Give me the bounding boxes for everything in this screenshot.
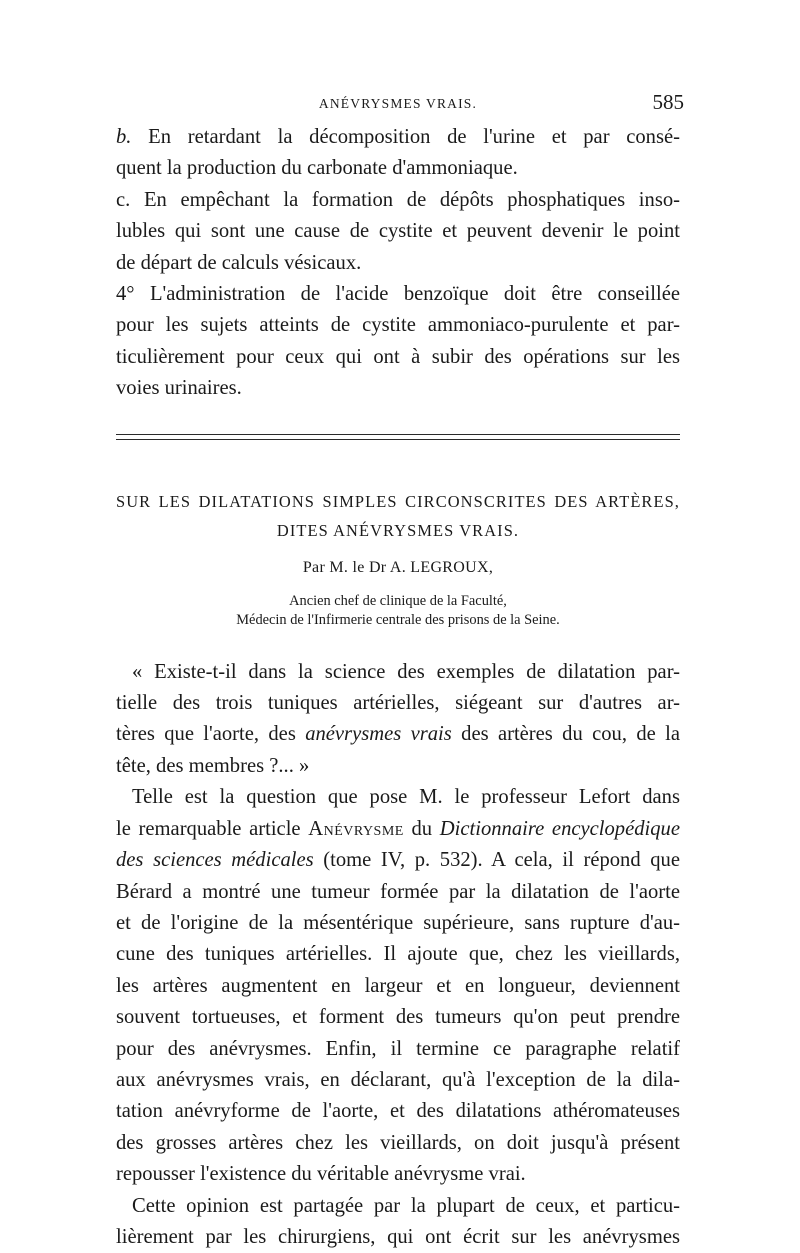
divider-rule bbox=[116, 439, 680, 440]
running-title: ANÉVRYSMES VRAIS. bbox=[318, 96, 478, 111]
italic-text: Dictionnaire encyclopédique bbox=[439, 817, 680, 840]
page-number: 585 bbox=[652, 90, 684, 114]
text-line: aux anévrysmes vrais, en déclarant, qu'à l'exception de la dila- bbox=[116, 1068, 680, 1091]
text-line: tation anévryforme de l'aorte, et des dilatations athéromateuses bbox=[116, 1100, 680, 1123]
text-line: b. En retardant la décomposition de l'urine et par consé- bbox=[116, 126, 680, 148]
page bbox=[116, 90, 684, 1253]
text-line: pour des anévrysmes. Enfin, il termine ce paragraphe relatif bbox=[116, 1037, 680, 1060]
italic-text: anévrysmes vrais bbox=[305, 723, 452, 746]
article-title bbox=[116, 487, 680, 545]
text-line: repousser l'existence du véritable anévrysme vrai. bbox=[116, 1163, 526, 1186]
text-line: voies urinaires. bbox=[116, 377, 242, 400]
text-line: ticulièrement pour ceux qui ont à subir des opérations sur les bbox=[116, 345, 680, 368]
text-line bbox=[116, 845, 680, 876]
text-line: les artères augmentent en largeur et en longueur, deviennent bbox=[116, 974, 680, 997]
text-span: des artères du cou, de la bbox=[451, 723, 680, 746]
text-line: « Existe-t-il dans la science des exemples de dilatation par- bbox=[132, 660, 680, 683]
author-affiliation bbox=[116, 592, 680, 630]
text-span: (tome IV, p. 532). A cela, il répond que bbox=[313, 849, 680, 872]
text-line: lubles qui sont une cause de cystite et peuvent devenir le point bbox=[116, 220, 680, 243]
text-line: Bérard a montré une tumeur formée par la dilatation de l'aorte bbox=[116, 880, 680, 903]
text-line: cune des tuniques artérielles. Il ajoute que, chez les vieillards, bbox=[116, 943, 680, 966]
text-line bbox=[116, 814, 680, 845]
text-line bbox=[116, 719, 680, 750]
affiliation-line: Ancien chef de clinique de la Faculté, bbox=[289, 592, 507, 609]
italic-text: des sciences médicales bbox=[116, 849, 314, 872]
text-span: le remarquable article bbox=[116, 817, 309, 840]
text-line: de départ de calculs vésicaux. bbox=[116, 251, 362, 274]
section-divider bbox=[116, 434, 680, 446]
continued-text-lines bbox=[116, 153, 680, 404]
text-line: souvent tortueuses, et forment des tumeurs qu'on peut prendre bbox=[116, 1006, 680, 1029]
author-byline: Par M. le Dr A. LEGROUX, bbox=[302, 558, 494, 576]
text-line: 4° L'administration de l'acide benzoïque doit être conseillée bbox=[116, 283, 680, 306]
text-line: tête, des membres ?... » bbox=[116, 754, 310, 777]
small-caps-text: Anévrysme bbox=[308, 817, 404, 840]
text-span: du bbox=[403, 817, 440, 840]
text-line: quent la production du carbonate d'ammoniaque. bbox=[116, 157, 518, 180]
text-line: et de l'origine de la mésentérique supérieure, sans rupture d'au- bbox=[116, 911, 680, 934]
article-title-line-1: SUR LES DILATATIONS SIMPLES CIRCONSCRITES DES ARTÈRES, bbox=[116, 491, 680, 511]
text-line: En retardant la décomposition de l'urine et par consé- bbox=[148, 126, 680, 148]
divider-rule bbox=[116, 434, 680, 435]
text-line: Telle est la question que pose M. le professeur Lefort dans bbox=[132, 786, 680, 809]
text-line: c. En empêchant la formation de dépôts phosphatiques inso- bbox=[116, 188, 680, 211]
text-line: pour les sujets atteints de cystite ammoniaco-purulente et par- bbox=[116, 314, 680, 337]
text-line: Cette opinion est partagée par la plupart de ceux, et particu- bbox=[132, 1194, 680, 1217]
text-line: lièrement par les chirurgiens, qui ont écrit sur les anévrysmes bbox=[116, 1225, 680, 1248]
text-line: des grosses artères chez les vieillards, on doit jusqu'à présent bbox=[116, 1131, 680, 1154]
article-body bbox=[116, 657, 680, 1253]
continued-text bbox=[116, 122, 680, 153]
running-header bbox=[116, 90, 684, 122]
affiliation-line: Médecin de l'Infirmerie centrale des prisons de la Seine. bbox=[236, 611, 560, 628]
text-span: tères que l'aorte, des bbox=[116, 723, 306, 746]
text-line: tielle des trois tuniques artérielles, siégeant sur d'autres ar- bbox=[116, 692, 680, 715]
article-title-line-2: DITES ANÉVRYSMES VRAIS. bbox=[276, 520, 520, 540]
